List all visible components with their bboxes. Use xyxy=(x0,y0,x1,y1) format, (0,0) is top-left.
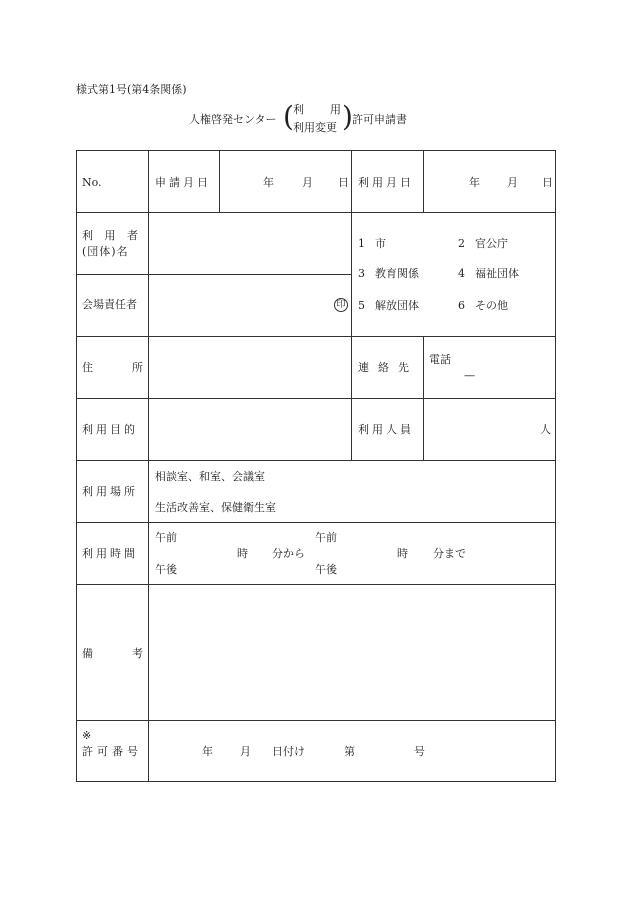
place-option-line2[interactable]: 生活改善室、保健衛生室 xyxy=(155,501,276,514)
title-paren-close: ) xyxy=(342,100,353,133)
phone-label: 電話 xyxy=(429,353,451,366)
remarks-label-a: 備 xyxy=(82,647,93,660)
column-divider xyxy=(423,150,424,212)
place-label: 利用場所 xyxy=(82,485,138,498)
permit-dated: 日付け xyxy=(272,745,305,758)
address-field[interactable] xyxy=(156,336,351,398)
category-4[interactable]: 4 福祉団体 xyxy=(458,267,519,280)
time-label: 利用時間 xyxy=(82,547,138,560)
user-name-label-2: (団体)名 xyxy=(82,245,129,258)
phone-field[interactable] xyxy=(466,340,552,394)
purpose-label: 利用目的 xyxy=(82,423,138,436)
category-1[interactable]: 1 市 xyxy=(358,237,386,250)
manager-field[interactable] xyxy=(156,274,331,336)
table-border-left xyxy=(76,150,77,782)
title-prefix: 人権啓発センター xyxy=(189,113,277,126)
title-paren-open: ( xyxy=(283,100,294,133)
apply-date-year[interactable]: 年 xyxy=(263,176,274,189)
address-label-a: 住 xyxy=(82,361,93,374)
column-divider xyxy=(423,336,424,460)
apply-date-label: 申請月日 xyxy=(155,176,211,189)
use-date-year[interactable]: 年 xyxy=(469,176,480,189)
use-date-day[interactable]: 日 xyxy=(542,176,553,189)
form-number: 様式第1号(第4条関係) xyxy=(76,83,187,96)
column-divider xyxy=(219,150,220,212)
remarks-label-b: 考 xyxy=(132,647,143,660)
permit-dai: 第 xyxy=(344,745,355,758)
permit-mark: ※ xyxy=(82,729,92,742)
start-am[interactable]: 午前 xyxy=(155,531,177,544)
phone-separator: — xyxy=(464,369,475,382)
start-minute-unit: 分から xyxy=(272,547,305,560)
category-3[interactable]: 3 教育関係 xyxy=(358,267,419,280)
address-label-b: 所 xyxy=(132,361,143,374)
end-pm[interactable]: 午後 xyxy=(315,563,337,576)
manager-label: 会場責任者 xyxy=(82,298,137,311)
category-6[interactable]: 6 その他 xyxy=(458,299,508,312)
apply-date-day[interactable]: 日 xyxy=(338,176,349,189)
permit-year[interactable]: 年 xyxy=(202,745,213,758)
title-option-use: 利 用 xyxy=(293,103,341,116)
start-hour-unit: 時 xyxy=(237,547,248,560)
column-divider xyxy=(351,150,352,460)
contact-label: 連絡先 xyxy=(358,361,418,374)
use-date-label: 利用月日 xyxy=(358,176,414,189)
remarks-field[interactable] xyxy=(156,590,550,714)
category-2[interactable]: 2 官公庁 xyxy=(458,237,508,250)
permit-label: 許可番号 xyxy=(82,745,142,758)
table-border-right xyxy=(555,150,556,782)
end-minute-unit: 分まで xyxy=(433,547,466,560)
permit-month[interactable]: 月 xyxy=(240,745,251,758)
label-column-divider xyxy=(148,150,149,782)
use-date-month[interactable]: 月 xyxy=(507,176,518,189)
permit-go: 号 xyxy=(414,745,425,758)
category-5[interactable]: 5 解放団体 xyxy=(358,299,419,312)
start-pm[interactable]: 午後 xyxy=(155,563,177,576)
title-suffix: 許可申請書 xyxy=(352,113,407,126)
people-field[interactable] xyxy=(428,398,538,460)
user-name-field[interactable] xyxy=(156,212,351,274)
purpose-field[interactable] xyxy=(156,398,351,460)
form-table xyxy=(76,150,556,782)
place-option-line1[interactable]: 相談室、和室、会議室 xyxy=(155,470,265,483)
end-am[interactable]: 午前 xyxy=(315,531,337,544)
user-name-label-1: 利 用 者 xyxy=(82,229,142,242)
end-hour-unit: 時 xyxy=(397,547,408,560)
seal-icon: 印 xyxy=(334,298,348,312)
people-label: 利用人員 xyxy=(358,423,414,436)
no-label: No. xyxy=(82,176,102,189)
title-option-change: 利用変更 xyxy=(293,121,337,134)
apply-date-month[interactable]: 月 xyxy=(302,176,313,189)
people-unit: 人 xyxy=(540,423,551,436)
